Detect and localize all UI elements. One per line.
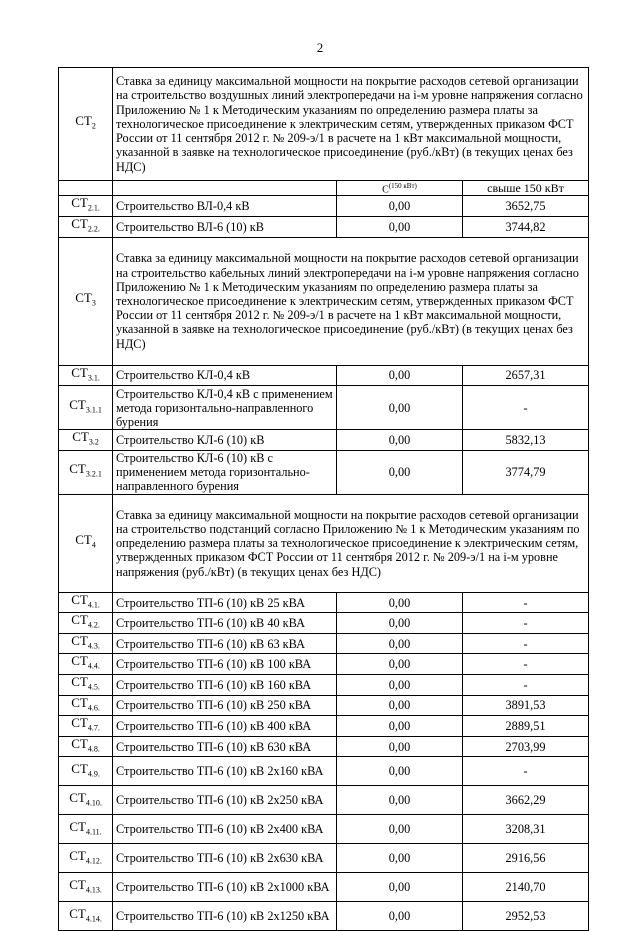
row-value-over-150: 2952,53 bbox=[463, 902, 589, 931]
column-header-over-150: свыше 150 кВт bbox=[463, 181, 589, 196]
code-sub: 2.2. bbox=[87, 224, 100, 234]
row-value-up-to-150: 0,00 bbox=[337, 786, 463, 815]
code-main: СТ bbox=[69, 789, 86, 805]
row-name: Строительство ТП-6 (10) кВ 2х630 кВА bbox=[113, 844, 337, 873]
table-row bbox=[59, 450, 589, 494]
table-row bbox=[59, 365, 589, 386]
row-value-up-to-150: 0,00 bbox=[337, 873, 463, 902]
row-name: Строительство ТП-6 (10) кВ 2х1000 кВА bbox=[113, 873, 337, 902]
row-name: Строительство ТП-6 (10) кВ 250 кВА bbox=[113, 695, 337, 716]
row-value-up-to-150: 0,00 bbox=[337, 216, 463, 237]
row-code bbox=[59, 365, 113, 386]
column-header-row bbox=[59, 181, 589, 196]
row-value-over-150: 3774,79 bbox=[463, 450, 589, 494]
table-row bbox=[59, 430, 589, 451]
code-sub: 4.12. bbox=[85, 856, 102, 866]
table-row bbox=[59, 873, 589, 902]
table-row bbox=[59, 736, 589, 757]
st2-code bbox=[59, 68, 113, 181]
empty-cell bbox=[59, 181, 113, 196]
code-sub: 3.1. bbox=[87, 373, 100, 383]
row-value-up-to-150: 0,00 bbox=[337, 613, 463, 634]
table-row bbox=[59, 196, 589, 217]
row-value-over-150: 2916,56 bbox=[463, 844, 589, 873]
row-value-over-150: - bbox=[463, 654, 589, 675]
code-main: СТ bbox=[69, 905, 86, 921]
row-name: Строительство КЛ-0,4 кВ bbox=[113, 365, 337, 386]
row-code bbox=[59, 675, 113, 696]
row-name: Строительство ТП-6 (10) кВ 2х1250 кВА bbox=[113, 902, 337, 931]
row-value-up-to-150: 0,00 bbox=[337, 716, 463, 737]
row-value-up-to-150: 0,00 bbox=[337, 430, 463, 451]
code-sub: 2 bbox=[91, 121, 96, 131]
code-main: СТ bbox=[75, 290, 92, 306]
row-value-over-150: - bbox=[463, 613, 589, 634]
table-row bbox=[59, 613, 589, 634]
row-value-over-150: 5832,13 bbox=[463, 430, 589, 451]
code-sub: 4.4. bbox=[87, 662, 100, 672]
row-value-over-150: 2140,70 bbox=[463, 873, 589, 902]
st4-description: Ставка за единицу максимальной мощности на покрытие расходов сетевой организации на строительство подстанций согласно Приложению № 1 к Методическим указаниям по определению размера платы за технологическое присоединение к электрическим сетям, утвержденных приказом ФСТ России от 11 сентября 2012 г. № 209-э/1 на i-м уровне напряжения (руб./кВт) (в текущих ценах без НДС) bbox=[113, 494, 589, 592]
row-code bbox=[59, 844, 113, 873]
code-sub: 4.9. bbox=[87, 769, 100, 779]
row-name: Строительство ТП-6 (10) кВ 2х250 кВА bbox=[113, 786, 337, 815]
table-row bbox=[59, 633, 589, 654]
row-code bbox=[59, 216, 113, 237]
table-row bbox=[59, 654, 589, 675]
column-header-up-to-150 bbox=[337, 181, 463, 196]
row-name: Строительство ТП-6 (10) кВ 2х400 кВА bbox=[113, 815, 337, 844]
row-name: Строительство ТП-6 (10) кВ 630 кВА bbox=[113, 736, 337, 757]
row-value-up-to-150: 0,00 bbox=[337, 902, 463, 931]
table-row bbox=[59, 716, 589, 737]
row-name: Строительство ТП-6 (10) кВ 400 кВА bbox=[113, 716, 337, 737]
row-value-up-to-150: 0,00 bbox=[337, 365, 463, 386]
row-name: Строительство ТП-6 (10) кВ 63 кВА bbox=[113, 633, 337, 654]
code-sub: 3 bbox=[91, 298, 96, 308]
code-sub: 4.5. bbox=[87, 682, 100, 692]
row-code bbox=[59, 815, 113, 844]
tariff-table-body bbox=[59, 68, 589, 931]
code-main: СТ bbox=[69, 876, 86, 892]
code-main: СТ bbox=[71, 674, 88, 690]
st4-code bbox=[59, 494, 113, 592]
row-value-over-150: 3744,82 bbox=[463, 216, 589, 237]
row-value-up-to-150: 0,00 bbox=[337, 386, 463, 430]
code-sub: 4.3. bbox=[87, 641, 100, 651]
table-row bbox=[59, 902, 589, 931]
row-code bbox=[59, 633, 113, 654]
row-code bbox=[59, 873, 113, 902]
table-row bbox=[59, 757, 589, 786]
row-name: Строительство ТП-6 (10) кВ 2х160 кВА bbox=[113, 757, 337, 786]
page-number: 2 bbox=[316, 40, 324, 55]
code-sub: 4.2. bbox=[87, 620, 100, 630]
row-value-over-150: 3662,29 bbox=[463, 786, 589, 815]
row-value-over-150: - bbox=[463, 633, 589, 654]
code-main: СТ bbox=[71, 364, 88, 380]
code-sub: 4.1. bbox=[87, 600, 100, 610]
code-main: СТ bbox=[69, 847, 86, 863]
code-main: СТ bbox=[71, 215, 88, 231]
row-value-over-150: 2703,99 bbox=[463, 736, 589, 757]
row-name: Строительство КЛ-6 (10) кВ bbox=[113, 430, 337, 451]
row-name: Строительство ТП-6 (10) кВ 160 кВА bbox=[113, 675, 337, 696]
row-value-up-to-150: 0,00 bbox=[337, 675, 463, 696]
code-sub: 4.8. bbox=[87, 744, 100, 754]
code-main: СТ bbox=[71, 653, 88, 669]
code-main: СТ bbox=[75, 532, 92, 548]
row-code bbox=[59, 592, 113, 613]
row-name: Строительство КЛ-6 (10) кВ с применением метода горизонтально-направленного бурения bbox=[113, 450, 337, 494]
row-name: Строительство ТП-6 (10) кВ 40 кВА bbox=[113, 613, 337, 634]
row-name: Строительство КЛ-0,4 кВ с применением метода горизонтально-направленного бурения bbox=[113, 386, 337, 430]
row-value-over-150: 3891,53 bbox=[463, 695, 589, 716]
code-sub: 4.6. bbox=[87, 703, 100, 713]
row-code bbox=[59, 716, 113, 737]
empty-cell bbox=[113, 181, 337, 196]
row-value-over-150: 3652,75 bbox=[463, 196, 589, 217]
code-main: СТ bbox=[71, 591, 88, 607]
row-value-up-to-150: 0,00 bbox=[337, 736, 463, 757]
code-main: СТ bbox=[71, 694, 88, 710]
code-main: СТ bbox=[71, 735, 88, 751]
row-code bbox=[59, 786, 113, 815]
table-row bbox=[59, 675, 589, 696]
column-header-main: С bbox=[382, 184, 389, 196]
row-value-up-to-150: 0,00 bbox=[337, 757, 463, 786]
row-code bbox=[59, 613, 113, 634]
code-main: СТ bbox=[71, 760, 88, 776]
st2-description: Ставка за единицу максимальной мощности на покрытие расходов сетевой организации на строительство воздушных линий электропередачи на i-м уровне напряжения согласно Приложению № 1 к Методическим указаниям по определению размера платы за технологическое присоединение к электрическим сетям, утвержденных приказом ФСТ России от 11 сентября 2012 г. № 209-э/1 в расчете на 1 кВт максимальной мощности, указанной в заявке на технологическое присоединение (руб./кВт) (в текущих ценах без НДС) bbox=[113, 68, 589, 181]
table-row bbox=[59, 815, 589, 844]
row-value-over-150: - bbox=[463, 386, 589, 430]
code-sub: 4.13. bbox=[85, 885, 102, 895]
row-value-over-150: 2889,51 bbox=[463, 716, 589, 737]
row-code bbox=[59, 654, 113, 675]
code-main: СТ bbox=[71, 195, 88, 211]
row-code bbox=[59, 736, 113, 757]
row-code bbox=[59, 430, 113, 451]
row-value-up-to-150: 0,00 bbox=[337, 844, 463, 873]
code-main: СТ bbox=[69, 818, 86, 834]
row-code bbox=[59, 902, 113, 931]
code-sub: 4 bbox=[91, 541, 96, 550]
st3-code bbox=[59, 237, 113, 365]
st3-description: Ставка за единицу максимальной мощности на покрытие расходов сетевой организации на строительство кабельных линий электропередачи на i-м уровне напряжения согласно Приложению № 1 к Методическим указаниям по определению размера платы за технологическое присоединение к электрическим сетям, утвержденных приказом ФСТ России от 11 сентября 2012 г. № 209-э/1 в расчете на 1 кВт максимальной мощности, указанной в заявке на технологическое присоединение (руб./кВт) (в текущих ценах без НДС) bbox=[113, 237, 589, 365]
tariff-table bbox=[58, 67, 589, 931]
row-value-up-to-150: 0,00 bbox=[337, 815, 463, 844]
table-row bbox=[59, 695, 589, 716]
code-main: СТ bbox=[71, 612, 88, 628]
table-row bbox=[59, 592, 589, 613]
row-value-up-to-150: 0,00 bbox=[337, 196, 463, 217]
code-sub: 4.14. bbox=[85, 914, 102, 924]
code-sub: 4.10. bbox=[85, 798, 102, 808]
row-value-up-to-150: 0,00 bbox=[337, 654, 463, 675]
code-main: СТ bbox=[69, 396, 86, 412]
row-name: Строительство ТП-6 (10) кВ 25 кВА bbox=[113, 592, 337, 613]
code-main: СТ bbox=[69, 461, 86, 477]
row-value-over-150: - bbox=[463, 592, 589, 613]
row-value-over-150: - bbox=[463, 675, 589, 696]
code-sub: 4.11. bbox=[85, 827, 102, 837]
code-main: СТ bbox=[75, 113, 92, 129]
column-header-sup: (150 кВт) bbox=[388, 182, 417, 190]
code-sub: 3.2.1 bbox=[85, 470, 102, 479]
row-name: Строительство ВЛ-6 (10) кВ bbox=[113, 216, 337, 237]
row-code bbox=[59, 196, 113, 217]
st2-header-row bbox=[59, 68, 589, 181]
row-code bbox=[59, 450, 113, 494]
row-code bbox=[59, 695, 113, 716]
row-value-over-150: - bbox=[463, 757, 589, 786]
row-value-over-150: 2657,31 bbox=[463, 365, 589, 386]
table-row bbox=[59, 386, 589, 430]
code-main: СТ bbox=[71, 715, 88, 731]
code-main: СТ bbox=[71, 632, 88, 648]
table-row bbox=[59, 786, 589, 815]
code-sub: 3.1.1 bbox=[85, 405, 102, 415]
row-code bbox=[59, 757, 113, 786]
row-value-up-to-150: 0,00 bbox=[337, 592, 463, 613]
row-name: Строительство ТП-6 (10) кВ 100 кВА bbox=[113, 654, 337, 675]
table-row bbox=[59, 216, 589, 237]
row-code bbox=[59, 386, 113, 430]
row-name: Строительство ВЛ-0,4 кВ bbox=[113, 196, 337, 217]
code-main: СТ bbox=[72, 429, 89, 445]
code-sub: 3.2 bbox=[88, 437, 99, 447]
code-sub: 4.7. bbox=[87, 723, 100, 733]
row-value-over-150: 3208,31 bbox=[463, 815, 589, 844]
table-row bbox=[59, 844, 589, 873]
code-sub: 2.1. bbox=[87, 203, 100, 213]
st4-header-row bbox=[59, 494, 589, 592]
row-value-up-to-150: 0,00 bbox=[337, 450, 463, 494]
row-value-up-to-150: 0,00 bbox=[337, 633, 463, 654]
st3-header-row bbox=[59, 237, 589, 365]
row-value-up-to-150: 0,00 bbox=[337, 695, 463, 716]
